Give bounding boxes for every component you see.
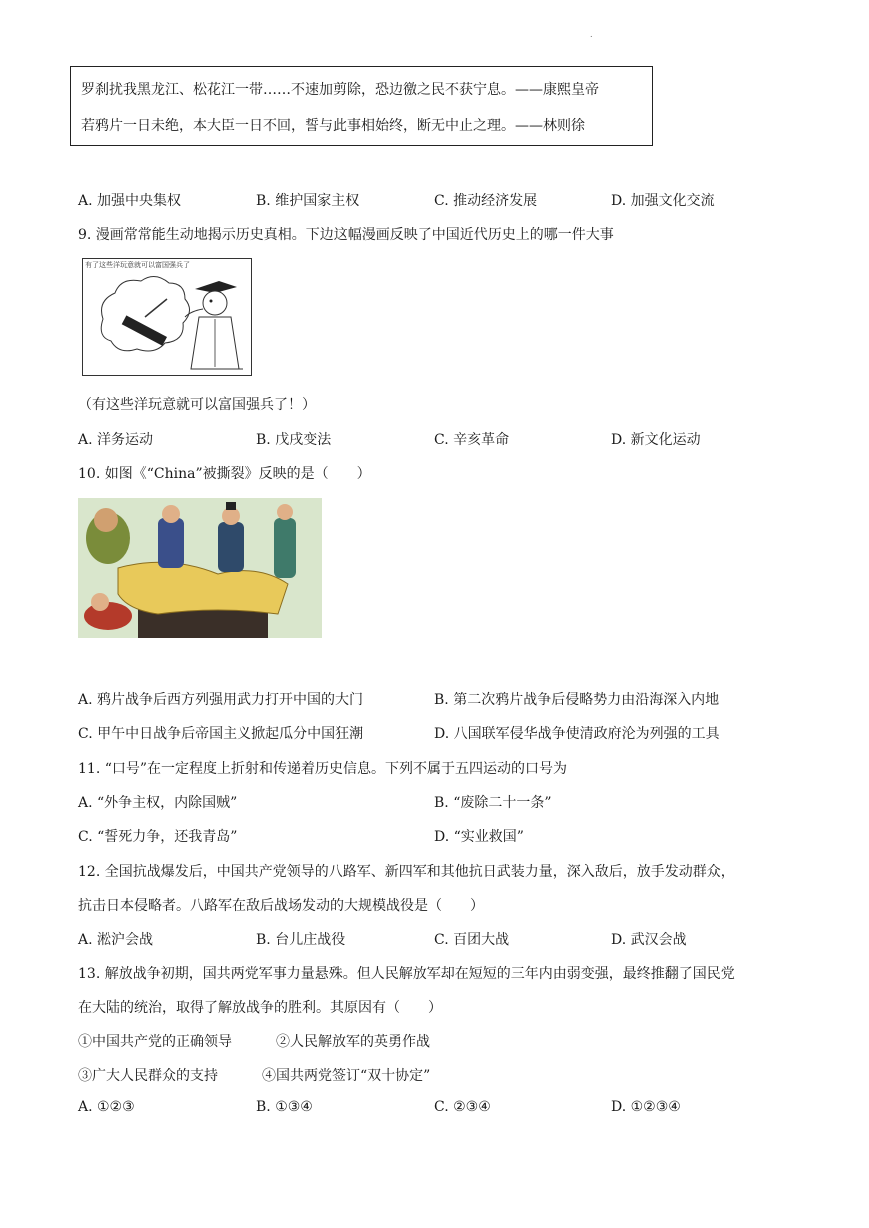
q10-option-c: C. 甲午中日战争后帝国主义掀起瓜分中国狂潮: [78, 726, 364, 742]
cartoon-speech-text: 有了这些洋玩意就可以富国强兵了: [85, 261, 190, 269]
q13-option-a: A. ①②③: [78, 1099, 135, 1115]
quote-box: [70, 66, 653, 146]
q11-stem: 11. “口号”在一定程度上折射和传递着历史信息。下列不属于五四运动的口号为: [78, 761, 568, 777]
q13-stem-line2: 在大陆的统治，取得了解放战争的胜利。其原因有（ ）: [78, 1000, 442, 1016]
q13-item-3: ③广大人民群众的支持: [78, 1068, 218, 1084]
q12-stem-line1: 12. 全国抗战爆发后，中国共产党领导的八路军、新四军和其他抗日武装力量，深入敌后，放手发动群众，: [78, 864, 735, 880]
q13-option-b: B. ①③④: [256, 1099, 313, 1115]
q13-item-4: ④国共两党签订“双十协定”: [262, 1068, 431, 1084]
q9-caption: （有这些洋玩意就可以富国强兵了！）: [78, 397, 316, 413]
header-mark: .: [590, 30, 593, 39]
q13-stem-line1: 13. 解放战争初期，国共两党军事力量悬殊。但人民解放军却在短短的三年内由弱变强，最终推翻了国民党: [78, 966, 735, 982]
q9-cartoon-image: [82, 258, 252, 376]
q9-option-d: D. 新文化运动: [611, 432, 701, 448]
q9-option-c: C. 辛亥革命: [434, 432, 510, 448]
q12-option-c: C. 百团大战: [434, 932, 510, 948]
q11-option-c: C. “誓死力争，还我青岛”: [78, 829, 238, 845]
q9-option-a: A. 洋务运动: [78, 432, 154, 448]
q10-option-a: A. 鸦片战争后西方列强用武力打开中国的大门: [78, 692, 364, 708]
q9-stem: 9. 漫画常常能生动地揭示历史真相。下边这幅漫画反映了中国近代历史上的哪一件大事: [78, 227, 614, 243]
q10-option-b: B. 第二次鸦片战争后侵略势力由沿海深入内地: [434, 692, 720, 708]
q10-stem: 10. 如图《“China”被撕裂》反映的是（ ）: [78, 466, 371, 482]
q8-option-d: D. 加强文化交流: [611, 193, 715, 209]
q8-option-b: B. 维护国家主权: [256, 193, 360, 209]
painting-drawing: [78, 498, 322, 638]
q13-option-c: C. ②③④: [434, 1099, 491, 1115]
quote-line-kangxi: 罗刹扰我黑龙江、松花江一带……不速加剪除，恐边徼之民不获宁息。——康熙皇帝: [81, 82, 599, 98]
cartoon-drawing: [83, 259, 252, 376]
q12-option-a: A. 淞沪会战: [78, 932, 154, 948]
q8-option-c: C. 推动经济发展: [434, 193, 538, 209]
q11-option-a: A. “外争主权，内除国贼”: [78, 795, 238, 811]
q10-china-torn-image: [78, 498, 322, 638]
q10-option-d: D. 八国联军侵华战争使清政府沦为列强的工具: [434, 726, 720, 742]
q12-option-d: D. 武汉会战: [611, 932, 687, 948]
q13-option-d: D. ①②③④: [611, 1099, 681, 1115]
q11-option-b: B. “废除二十一条”: [434, 795, 552, 811]
q9-option-b: B. 戊戌变法: [256, 432, 332, 448]
q11-option-d: D. “实业救国”: [434, 829, 524, 845]
q8-option-a: A. 加强中央集权: [78, 193, 182, 209]
q12-stem-line2: 抗击日本侵略者。八路军在敌后战场发动的大规模战役是（ ）: [78, 898, 484, 914]
quote-line-linzexu: 若鸦片一日未绝，本大臣一日不回，誓与此事相始终，断无中止之理。——林则徐: [81, 118, 585, 134]
q13-item-2: ②人民解放军的英勇作战: [276, 1034, 430, 1050]
q13-item-1: ①中国共产党的正确领导: [78, 1034, 232, 1050]
q12-option-b: B. 台儿庄战役: [256, 932, 346, 948]
